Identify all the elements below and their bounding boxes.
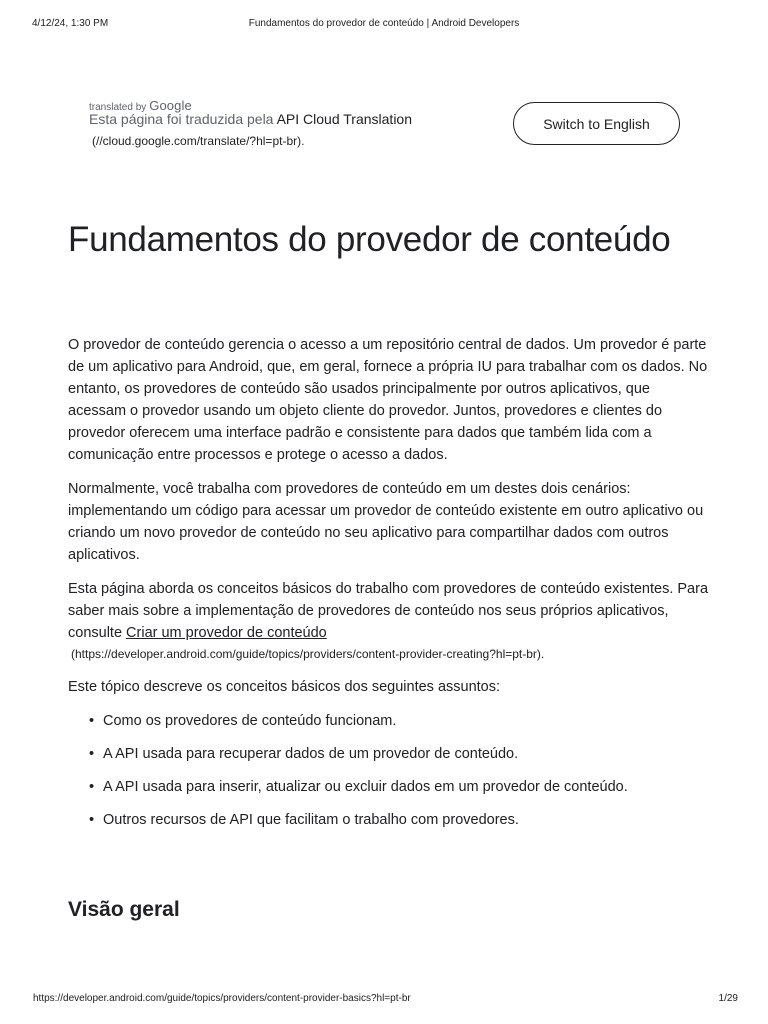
intro-paragraph: O provedor de conteúdo gerencia o acesso a um repositório central de dados. Um provedor é parte de um aplicativo para Android, que, em geral, fornece a própria IU para trabalhar com os dados. No entanto, os provedores de conteúdo são usados principalmente por outros aplicativos, que acessam o provedor usando um objeto cliente do provedor. Juntos, provedores e clientes do provedor oferecem uma interface padrão e consistente para dados que também lida com a comunicação entre processos e protege o acesso a dados. [68,337,708,463]
list-item-text: A API usada para inserir, atualizar ou excluir dados em um provedor de conteúdo. [103,779,628,795]
print-url: https://developer.android.com/guide/topics/providers/content-provider-basics?hl=pt-br [33,993,411,1004]
bullet-icon: • [89,812,95,828]
article-body [68,334,708,842]
list-item [68,710,708,732]
switch-to-english-button[interactable]: Switch to English [513,102,680,145]
list-item-text: A API usada para recuperar dados de um provedor de conteúdo. [103,746,519,762]
print-header [0,18,768,32]
create-provider-link-url: (https://developer.android.com/guide/topics/providers/content-provider-creating?hl=pt-br). [71,647,545,661]
google-logo: Google [149,98,192,113]
section-heading-overview: Visão geral [68,898,180,921]
bullet-icon: • [89,779,95,795]
topics-list [68,710,708,831]
list-item [68,776,708,798]
list-item-text: Outros recursos de API que facilitam o trabalho com provedores. [103,812,519,828]
reference-text: Esta página aborda os conceitos básicos do trabalho com provedores de conteúdo existentes. Para saber mais sobre a implementação de provedores de conteúdo nos seus próprios aplicativos, consulte [68,581,709,641]
bullet-icon: • [89,713,95,729]
topics-intro: Este tópico descreve os conceitos básicos dos seguintes assuntos: [68,679,501,695]
translation-url: (//cloud.google.com/translate/?hl=pt-br). [92,134,305,148]
page-title: Fundamentos do provedor de conteúdo [68,220,671,259]
print-page-number: 1/29 [718,993,738,1004]
list-item-text: Como os provedores de conteúdo funcionam. [103,713,397,729]
translated-by-text: translated by [89,102,147,113]
print-page-title: Fundamentos do provedor de conteúdo | Android Developers [248,18,520,29]
reference-paragraph [68,578,708,664]
print-datetime: 4/12/24, 1:30 PM [32,18,109,29]
print-footer [0,993,768,1007]
bullet-icon: • [89,746,95,762]
cloud-translation-link[interactable]: API Cloud Translation [276,111,412,127]
list-item [68,743,708,765]
translation-notice-prefix: Esta página foi traduzida pela [89,111,274,127]
list-item [68,809,708,831]
scenarios-paragraph: Normalmente, você trabalha com provedores de conteúdo em um destes dois cenários: implementando um código para acessar um provedor de conteúdo existente em outro aplicativo ou criando um novo provedor de conteúdo no seu aplicativo para compartilhar dados com outros aplicativos. [68,481,704,563]
translation-notice [89,111,412,127]
create-provider-link[interactable]: Criar um provedor de conteúdo [126,625,327,641]
